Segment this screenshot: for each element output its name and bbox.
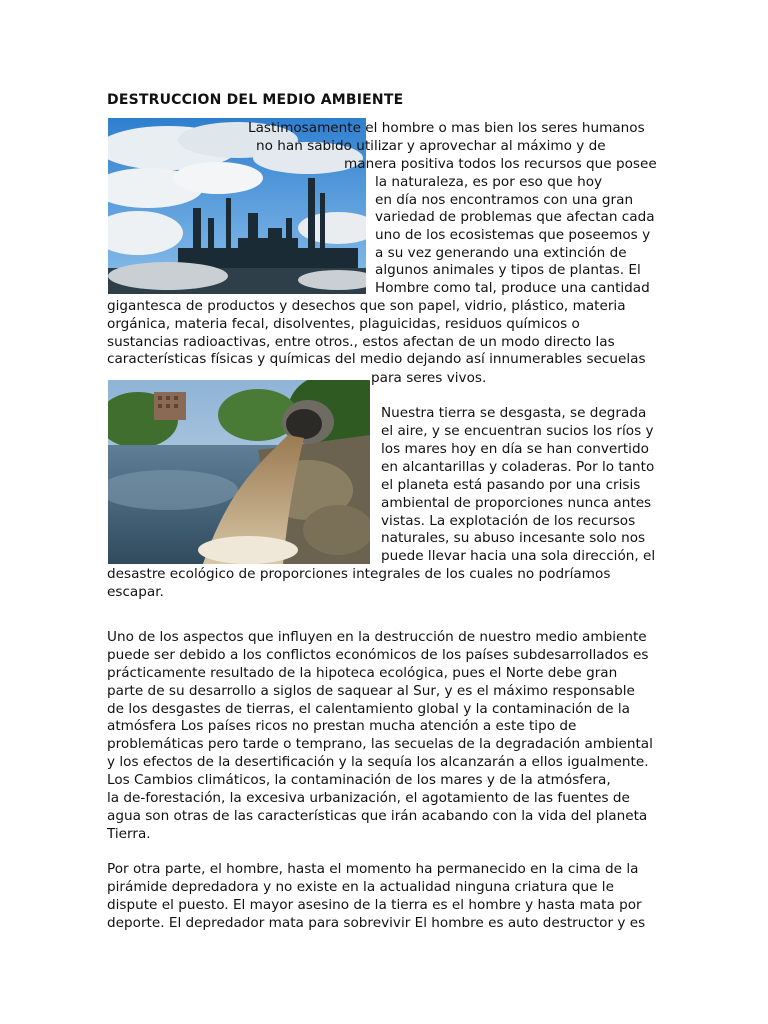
- paragraph-1-line: Lastimosamente el hombre o mas bien los seres humanos: [248, 120, 645, 136]
- paragraph-1-line: orgánica, materia fecal, disolventes, plaguicidas, residuos químicos o: [107, 316, 580, 332]
- paragraph-3-line: puede ser debido a los conflictos económicos de los países subdesarrollados es: [107, 647, 649, 663]
- paragraph-3-line: atmósfera Los países ricos no prestan mucha atención a este tipo de: [107, 718, 577, 734]
- paragraph-2-line: el planeta está pasando por una crisis: [381, 477, 641, 493]
- document-title: DESTRUCCION DEL MEDIO AMBIENTE: [107, 92, 404, 108]
- paragraph-4-line: Por otra parte, el hombre, hasta el momento ha permanecido en la cima de la: [107, 861, 639, 877]
- paragraph-1-line: variedad de problemas que afectan cada: [375, 209, 655, 225]
- paragraph-2-line: Nuestra tierra se desgasta, se degrada: [381, 405, 647, 421]
- paragraph-3-line: parte de su desarrollo a siglos de saquear al Sur, y es el máximo responsable: [107, 683, 635, 699]
- paragraph-1-line: a su vez generando una extinción de: [375, 245, 627, 261]
- paragraph-1-line: uno de los ecosistemas que poseemos y: [375, 227, 651, 243]
- paragraph-3-line: de los desgastes de tierras, el calentamiento global y la contaminación de la: [107, 701, 630, 717]
- paragraph-4-line: pirámide depredadora y no existe en la actualidad ninguna criatura que le: [107, 879, 614, 895]
- polluted-river-drainpipe-photo: [108, 380, 370, 564]
- paragraph-3-line: Uno de los aspectos que influyen en la destrucción de nuestro medio ambiente: [107, 629, 647, 645]
- paragraph-2-line: el aire, y se encuentran sucios los ríos y: [381, 423, 654, 439]
- paragraph-2-line: vistas. La explotación de los recursos: [381, 513, 636, 529]
- paragraph-3-line: agua son otras de las características que irán acabando con la vida del planeta: [107, 808, 648, 824]
- paragraph-1-line: en día nos encontramos con una gran: [375, 192, 634, 208]
- paragraph-1-line: manera positiva todos los recursos que posee: [344, 156, 657, 172]
- paragraph-2-line: puede llevar hacia una sola dirección, el: [381, 548, 656, 564]
- paragraph-1-line: algunos animales y tipos de plantas. El: [375, 262, 641, 278]
- paragraph-2-line: desastre ecológico de proporciones integrales de los cuales no podríamos: [107, 566, 611, 582]
- paragraph-4-line: dispute el puesto. El mayor asesino de la tierra es el hombre y hasta mata por: [107, 897, 642, 913]
- paragraph-2-line: escapar.: [107, 584, 164, 600]
- paragraph-3-line: y los efectos de la desertificación y la sequía los alcanzarán a ellos igualmente.: [107, 754, 649, 770]
- paragraph-2-line: ambiental de proporciones nunca antes: [381, 495, 652, 511]
- paragraph-2-line: los mares hoy en día se han convertido: [381, 441, 649, 457]
- paragraph-3-line: problemáticas pero tarde o temprano, las secuelas de la degradación ambiental: [107, 736, 653, 752]
- paragraph-3-line: prácticamente resultado de la hipoteca ecológica, pues el Norte debe gran: [107, 665, 618, 681]
- paragraph-1-line: características físicas y químicas del medio dejando así innumerables secuelas: [107, 351, 646, 367]
- paragraph-1-line: sustancias radioactivas, entre otros., estos afectan de un modo directo las: [107, 334, 615, 350]
- paragraph-1-line: gigantesca de productos y desechos que son papel, vidrio, plástico, materia: [107, 298, 626, 314]
- paragraph-1-line: no han sabido utilizar y aprovechar al máximo y de: [256, 138, 606, 154]
- paragraph-3-line: la de-forestación, la excesiva urbanización, el agotamiento de las fuentes de: [107, 790, 630, 806]
- paragraph-1-line: Hombre como tal, produce una cantidad: [375, 280, 650, 296]
- paragraph-3-line: Los Cambios climáticos, la contaminación de los mares y de la atmósfera,: [107, 772, 611, 788]
- paragraph-2-line: naturales, su abuso incesante solo nos: [381, 530, 646, 546]
- paragraph-1-line: para seres vivos.: [371, 370, 487, 386]
- paragraph-4-line: deporte. El depredador mata para sobrevivir El hombre es auto destructor y es: [107, 915, 646, 931]
- paragraph-3-line: Tierra.: [107, 826, 151, 842]
- paragraph-1-line: la naturaleza, es por eso que hoy: [375, 174, 603, 190]
- paragraph-2-line: en alcantarillas y coladeras. Por lo tanto: [381, 459, 655, 475]
